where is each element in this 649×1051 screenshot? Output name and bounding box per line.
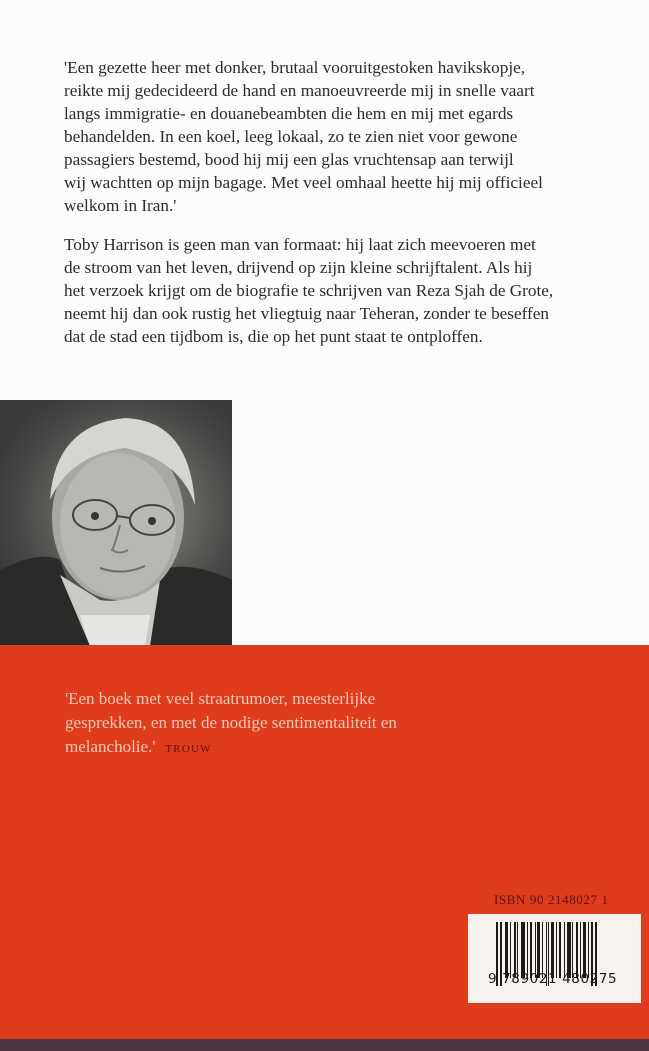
review-source: TROUW bbox=[165, 743, 212, 755]
synopsis-line: de stroom van het leven, drijvend op zijn kleine schrijftalent. Als hij bbox=[64, 258, 533, 277]
excerpt-line: 'Een gezette heer met donker, brutaal vooruitgestoken havikskopje, bbox=[64, 58, 526, 77]
synopsis-line: dat de stad een tijdbom is, die op het punt staat te ontploffen. bbox=[64, 327, 483, 346]
review-quote bbox=[65, 687, 485, 761]
excerpt-quote bbox=[64, 56, 634, 217]
review-line-last bbox=[65, 735, 485, 761]
synopsis-paragraph bbox=[64, 233, 634, 348]
review-line: gesprekken, en met de nodige sentimentaliteit en bbox=[65, 713, 397, 732]
bottom-edge-strip bbox=[0, 1039, 649, 1051]
synopsis-line: het verzoek krijgt om de biografie te schrijven van Reza Sjah de Grote, bbox=[64, 281, 554, 300]
excerpt-line: wij wachtten op mijn bagage. Met veel omhaal heette hij mij officieel bbox=[64, 173, 543, 192]
excerpt-line: reikte mij gedecideerd de hand en manoeuvreerde mij in snelle vaart bbox=[64, 81, 535, 100]
isbn-label: ISBN 90 2148027 1 bbox=[494, 892, 609, 907]
portrait-illustration bbox=[0, 400, 232, 646]
synopsis-line: neemt hij dan ook rustig het vliegtuig naar Teheran, zonder te beseffen bbox=[64, 304, 549, 323]
review-line-text: melancholie.' bbox=[65, 737, 156, 756]
excerpt-line: langs immigratie- en douanebeambten die hem en mij met egards bbox=[64, 104, 514, 123]
barcode-digits: 9 789021 480275 bbox=[488, 971, 618, 987]
review-line: 'Een boek met veel straatrumoer, meesterlijke bbox=[65, 689, 376, 708]
excerpt-line: welkom in Iran.' bbox=[64, 196, 177, 215]
barcode bbox=[468, 914, 641, 1003]
synopsis-line: Toby Harrison is geen man van formaat: hij laat zich meevoeren met bbox=[64, 235, 536, 254]
excerpt-line: behandelden. In een koel, leeg lokaal, zo te zien niet voor gewone bbox=[64, 127, 518, 146]
author-photo bbox=[0, 400, 232, 646]
excerpt-line: passagiers bestemd, bood hij mij een glas vruchtensap aan terwijl bbox=[64, 150, 514, 169]
